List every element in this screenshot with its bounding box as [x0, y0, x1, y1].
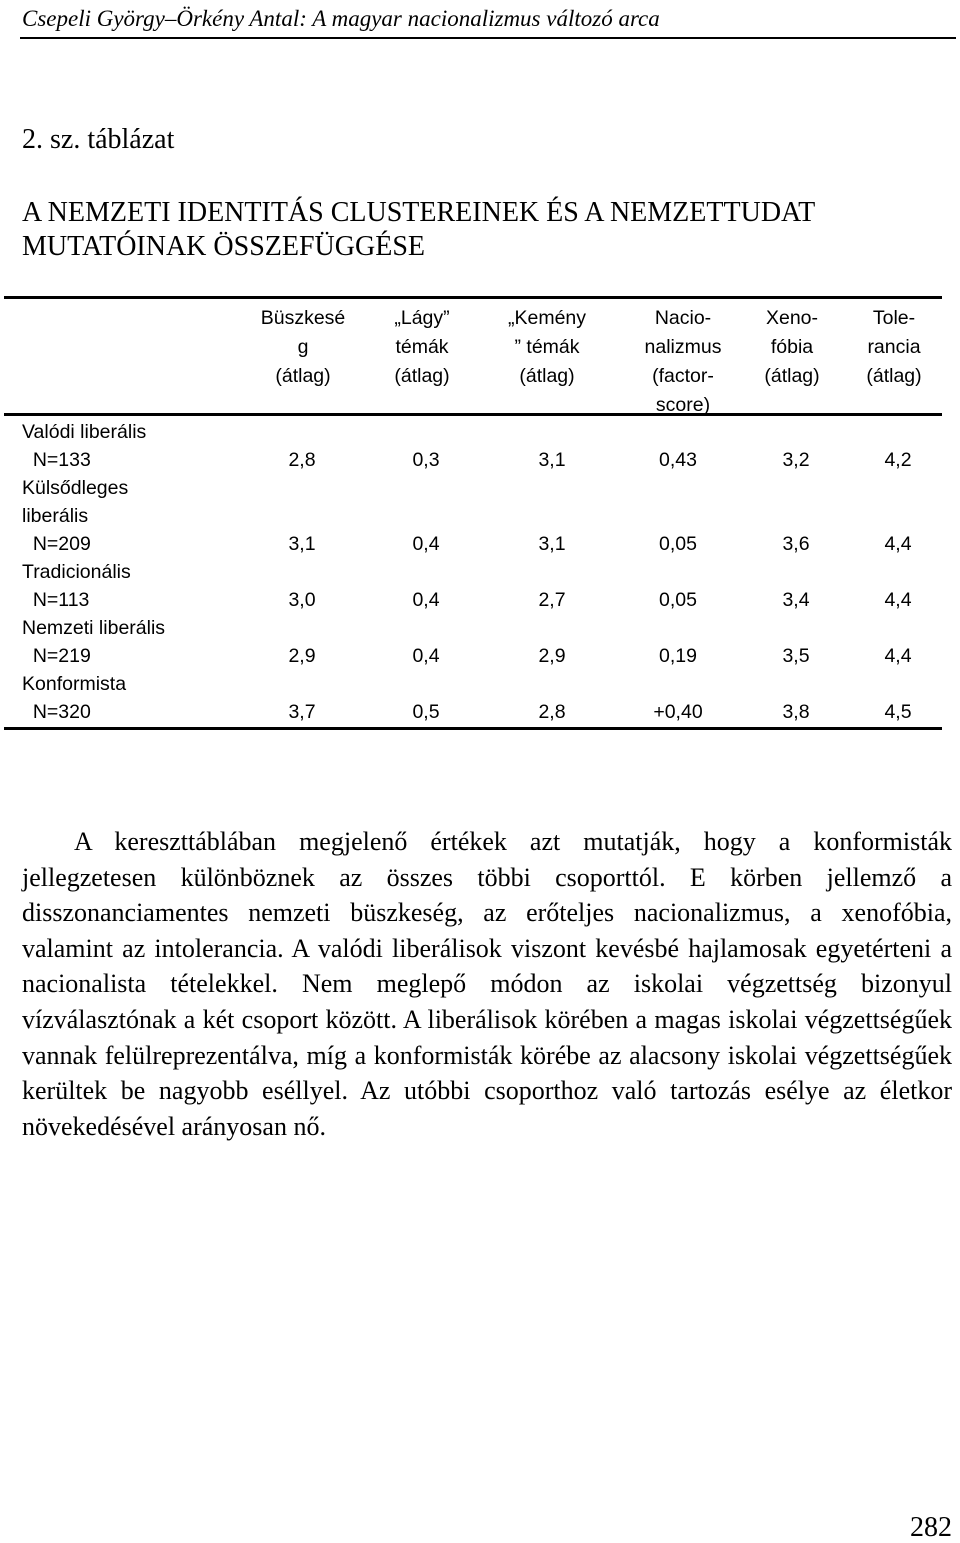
- table-cell: +0,40: [653, 701, 703, 723]
- table-cell: 0,05: [659, 533, 697, 555]
- table-cell: 4,4: [884, 645, 912, 667]
- table-cell: 3,8: [782, 701, 810, 723]
- row-label: Tradicionális N=113: [22, 561, 131, 611]
- table-cell: 0,05: [659, 589, 697, 611]
- table-title: [22, 196, 942, 264]
- column-header-lagy-temak: „Lágy” témák (átlag): [394, 307, 450, 387]
- table-cell: 0,5: [412, 701, 440, 723]
- table-cell: 0,4: [412, 589, 440, 611]
- table-cell: 3,1: [538, 533, 566, 555]
- row-label: Külsődleges liberális N=209: [22, 477, 129, 555]
- table-cell: 3,6: [782, 533, 810, 555]
- table-cell: 0,19: [659, 645, 697, 667]
- body-paragraph: A kereszttáblában megjelenő értékek azt mutatják, hogy a konformisták jellegzetesen különböznek az összes többi csoporttól. E körben jellemző a disszonanciamentes nemzeti büszkeség, az erőteljes nacionalizmus, a xenofóbia, valamint az intolerancia. A valódi liberálisok viszont kevésbé hajlamosak egyetérteni a nacionalista tételekkel. Nem meglepő módon az iskolai végzettség bizonyul vízválasztónak a két csoport között. A liberálisok körében a magas iskolai végzettségűek vannak felülreprezentálva, míg a konformisták körébe az alacsony iskolai végzettségűek kerültek be nagyobb eséllyel. Az utóbbi csoporthoz való tartozás esélye az életkor növekedésével arányosan nő.: [22, 827, 952, 1141]
- column-header-nacionalizmus: Nacio- nalizmus (factor- score): [644, 307, 722, 416]
- table-cell: 3,2: [782, 449, 810, 471]
- table-cell: 4,4: [884, 533, 912, 555]
- row-label: Konformista N=320: [22, 673, 127, 723]
- table-number: 2. sz. táblázat: [22, 124, 175, 155]
- table-title-line: A NEMZETI IDENTITÁS CLUSTEREINEK ÉS A NEMZETTUDAT: [22, 197, 816, 228]
- table-cell: 0,4: [412, 533, 440, 555]
- table-bottom-rule: [4, 727, 942, 730]
- table-top-rule: [4, 296, 942, 299]
- table-cell: 2,8: [288, 449, 316, 471]
- table-cell: 3,1: [288, 533, 316, 555]
- table-title-line: MUTATÓINAK ÖSSZEFÜGGÉSE: [22, 231, 425, 262]
- table-cell: 4,5: [884, 701, 912, 723]
- table-cell: 0,4: [412, 645, 440, 667]
- column-header-kemeny-temak: „Kemény ” témák (átlag): [507, 307, 587, 387]
- table-cell: 4,2: [884, 449, 912, 471]
- table-cell: 2,7: [538, 589, 566, 611]
- column-header-buszkeseg: Büszkesé g (átlag): [260, 307, 346, 387]
- page-number: 282: [910, 1512, 952, 1543]
- table-cell: 3,5: [782, 645, 810, 667]
- table-cell: 3,4: [782, 589, 810, 611]
- row-label: Nemzeti liberális N=219: [22, 617, 166, 667]
- table-cell: 0,3: [412, 449, 440, 471]
- running-header: Csepeli György–Örkény Antal: A magyar nacionalizmus változó arca: [22, 6, 660, 31]
- table-cell: 3,7: [288, 701, 316, 723]
- header-rule: [20, 37, 956, 39]
- table-cell: 3,0: [288, 589, 316, 611]
- row-label: Valódi liberális N=133: [22, 421, 147, 471]
- table-cell: 2,9: [538, 645, 566, 667]
- column-header-xenofobia: Xeno- fóbia (átlag): [764, 307, 820, 387]
- table-cell: 3,1: [538, 449, 566, 471]
- table-cell: 2,9: [288, 645, 316, 667]
- table-cell: 4,4: [884, 589, 912, 611]
- table-cell: 2,8: [538, 701, 566, 723]
- column-header-tolerancia: Tole- rancia (átlag): [866, 307, 922, 387]
- table-header-rule: [4, 413, 942, 416]
- table-cell: 0,43: [659, 449, 697, 471]
